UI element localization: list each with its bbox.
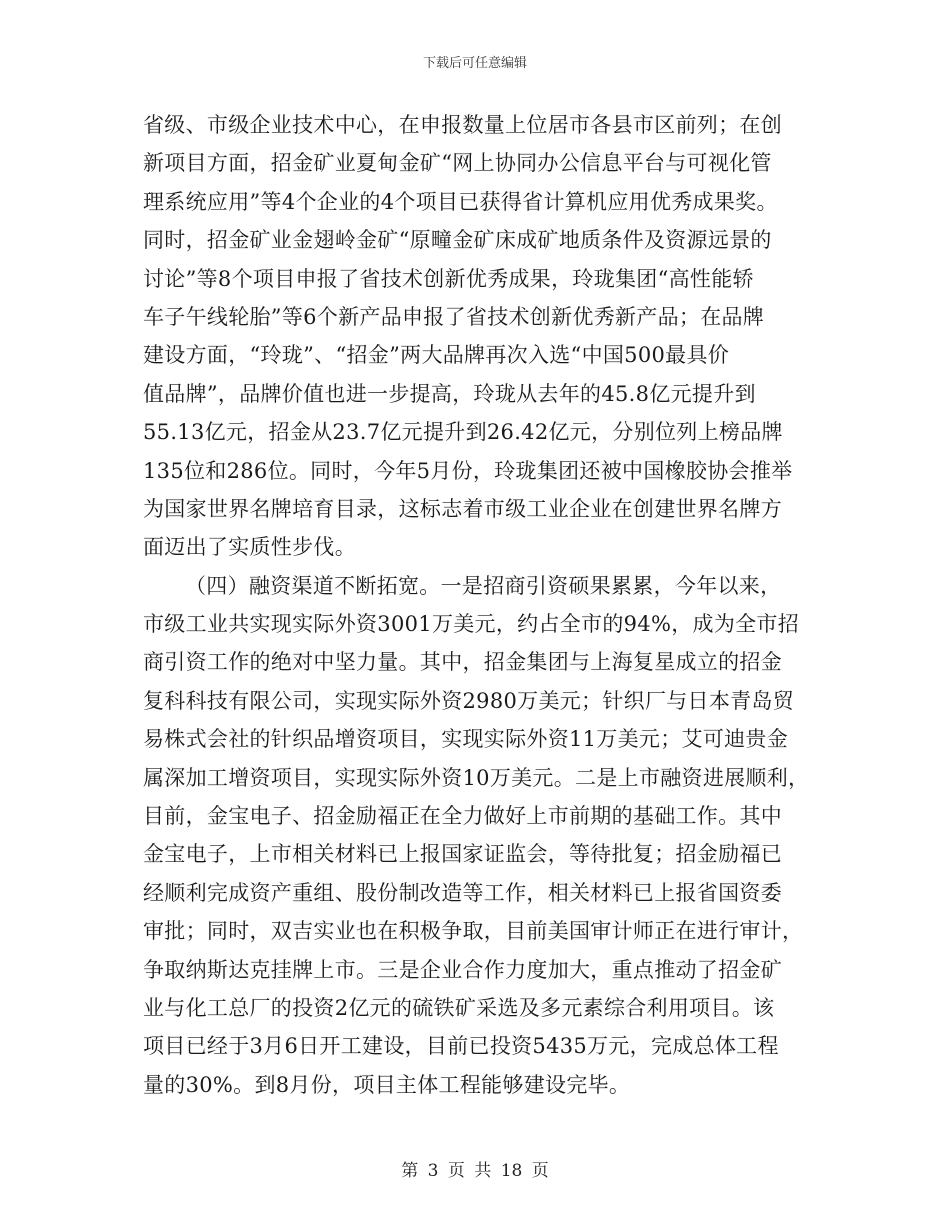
text-line: 金宝电子，上市相关材料已上报国家证监会，等待批复；招金励福已 (143, 842, 782, 867)
text-line: 同时，招金矿业金翅岭金矿“原疃金矿床成矿地质条件及资源远景的 (143, 228, 772, 253)
text-line: 属深加工增资项目，实现实际外资10万美元。二是上市融资进展顺利， (143, 765, 810, 790)
text-line: 经顺利完成资产重组、股份制改造等工作，相关材料已上报省国资委 (143, 880, 782, 905)
paragraph-start-line: （四）融资渠道不断拓宽。一是招商引资硕果累累，今年以来， (185, 573, 782, 598)
text-line: 项目已经于3月6日开工建设，目前已投资5435万元，完成总体工程 (143, 1034, 779, 1059)
text-line: 135位和286位。同时，今年5月份，玲珑集团还被中国橡胶协会推举 (143, 458, 793, 483)
text-line: 争取纳斯达克挂牌上市。三是企业合作力度加大，重点推动了招金矿 (143, 957, 782, 982)
text-line: 建设方面，“玲珑”、“招金”两大品牌再次入选“中国500最具价 (143, 343, 730, 368)
text-line: 审批；同时，双吉实业也在积极争取，目前美国审计师正在进行审计， (143, 919, 804, 944)
text-line: 55.13亿元，招金从23.7亿元提升到26.42亿元，分别位列上榜品牌 (143, 420, 783, 445)
page-header: 下载后可任意编辑 (422, 56, 527, 71)
text-line: 复科科技有限公司，实现实际外资2980万美元；针织厂与日本青岛贸 (143, 688, 795, 713)
document-body (143, 106, 815, 1104)
text-line: 理系统应用”等4个企业的4个项目已获得省计算机应用优秀成果奖。 (143, 189, 778, 214)
text-line: 面迈出了实质性步伐。 (143, 535, 356, 560)
text-line: 市级工业共实现实际外资3001万美元，约占全市的94%，成为全市招 (143, 612, 800, 637)
text-line: 为国家世界名牌培育目录，这标志着市级工业企业在创建世界名牌方 (143, 496, 782, 521)
text-line: 省级、市级企业技术中心，在申报数量上位居市各县市区前列；在创 (143, 113, 782, 137)
text-line: 目前，金宝电子、招金励福正在全力做好上市前期的基础工作。其中 (143, 804, 782, 829)
text-line: 值品牌”，品牌价值也进一步提高，玲珑从去年的45.8亿元提升到 (143, 381, 756, 406)
text-line: 车子午线轮胎”等6个新产品申报了省技术创新优秀新产品；在品牌 (143, 304, 765, 329)
text-line: 业与化工总厂的投资2亿元的硫铁矿采选及多元素综合利用项目。该 (143, 995, 775, 1020)
text-line: 新项目方面，招金矿业夏甸金矿“网上协同办公信息平台与可视化管 (143, 151, 772, 176)
text-line: 易株式会社的针织品增资项目，实现实际外资11万美元；艾可迪贵金 (143, 727, 789, 752)
page-number-footer: 第 3 页 共 18 页 (401, 1161, 549, 1181)
text-line: 讨论”等8个项目申报了省技术创新优秀成果，玲珑集团“高性能轿 (143, 266, 754, 291)
text-line: 量的30%。到8月份，项目主体工程能够建设完毕。 (143, 1072, 631, 1097)
text-line: 商引资工作的绝对中坚力量。其中，招金集团与上海复星成立的招金 (143, 650, 782, 675)
